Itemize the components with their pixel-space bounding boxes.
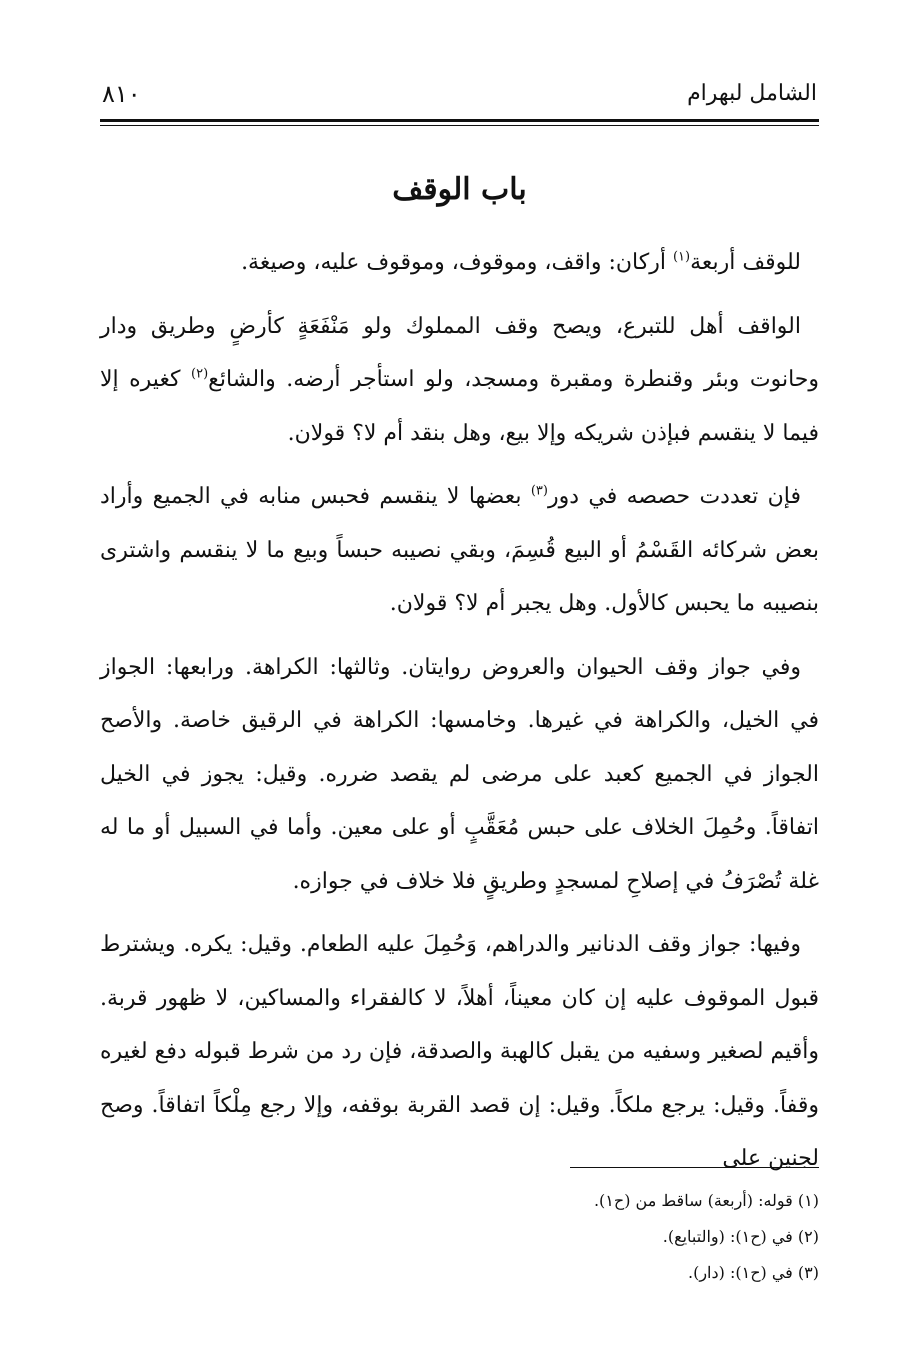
paragraph-2: الواقف أهل للتبرع، ويصح وقف المملوك ولو مَنْفَعَةٍ كأرضٍ وطريق ودار وحانوت وبئر وقنطرة ومقبرة ومسجد، ولو استأجر أرضه. والشائع$^{(٢)}$ كغيره إلا فيما لا ينقسم فبإذن شريكه وإلا بيع، وهل بنقد أم لا؟ قولان. — [100, 313, 819, 446]
paragraph-1: للوقف أربعة$^{(١)}$ أركان: واقف، وموقوف، وموقوف عليه، وصيغة. — [241, 249, 801, 275]
paragraph-5: وفيها: جواز وقف الدنانير والدراهم، وَحُمِلَ عليه الطعام. وقيل: يكره. ويشترط قبول الموقوف عليه إن كان معيناً، أهلاً، لا كالفقراء والمساكين، لا ظهور قربة. وأقيم لصغير وسفيه من يقبل كالهبة والصدقة، فإن رد من شرط قبوله دفع لغيره وقفاً. وقيل: يرجع ملكاً. وقيل: إن قصد القربة بوقفه، وإلا رجع مِلْكاً اتفاقاً. وصح لجنين على — [100, 932, 819, 1171]
page-number: ٨١٠ — [102, 80, 141, 108]
footnote-1: (١) قوله: (أربعة) ساقط من (ح١). — [593, 1191, 819, 1210]
body-text — [100, 236, 819, 1196]
page-header — [102, 78, 817, 118]
paragraph-3: فإن تعددت حصصه في دور$^{(٣)}$ بعضها لا ينقسم فحبس منابه في الجميع وأراد بعض شركائه القَسْمُ أو البيع قُسِمَ، وبقي نصيبه حبساً وبيع ما لا ينقسم واشترى بنصيبه ما يحبس كالأول. وهل يجبر أم لا؟ قولان. — [100, 483, 819, 616]
chapter-title: باب الوقف — [392, 172, 527, 207]
paragraph-4: وفي جواز وقف الحيوان والعروض روايتان. وثالثها: الكراهة. ورابعها: الجواز في الخيل، والكراهة في غيرها. وخامسها: الكراهة في الرقيق خاصة. والأصح الجواز في الجميع كعبد على مرضى لم يقصد ضرره. وقيل: يجوز في الخيل اتفاقاً. وحُمِلَ الخلاف على حبس مُعَقَّبٍ أو على معين. وأما في السبيل أو ما له غلة تُصْرَفُ في إصلاحِ لمسجدٍ وطريقٍ فلا خلاف في جوازه. — [100, 654, 819, 894]
running-title: الشامل لبهرام — [687, 81, 817, 106]
footnote-marker-3: (٣) — [530, 483, 548, 499]
footnote-separator — [570, 1167, 819, 1168]
header-rule — [100, 119, 819, 122]
footnote-3: (٣) في (ح١): (دار). — [688, 1263, 819, 1282]
footnote-2: (٢) في (ح١): (والتبايع). — [662, 1227, 819, 1246]
footnote-marker-1: (١) — [672, 249, 691, 265]
header-rule-thin — [100, 125, 819, 126]
footnote-marker-2: (٢) — [191, 366, 209, 382]
footnotes — [100, 1183, 819, 1291]
